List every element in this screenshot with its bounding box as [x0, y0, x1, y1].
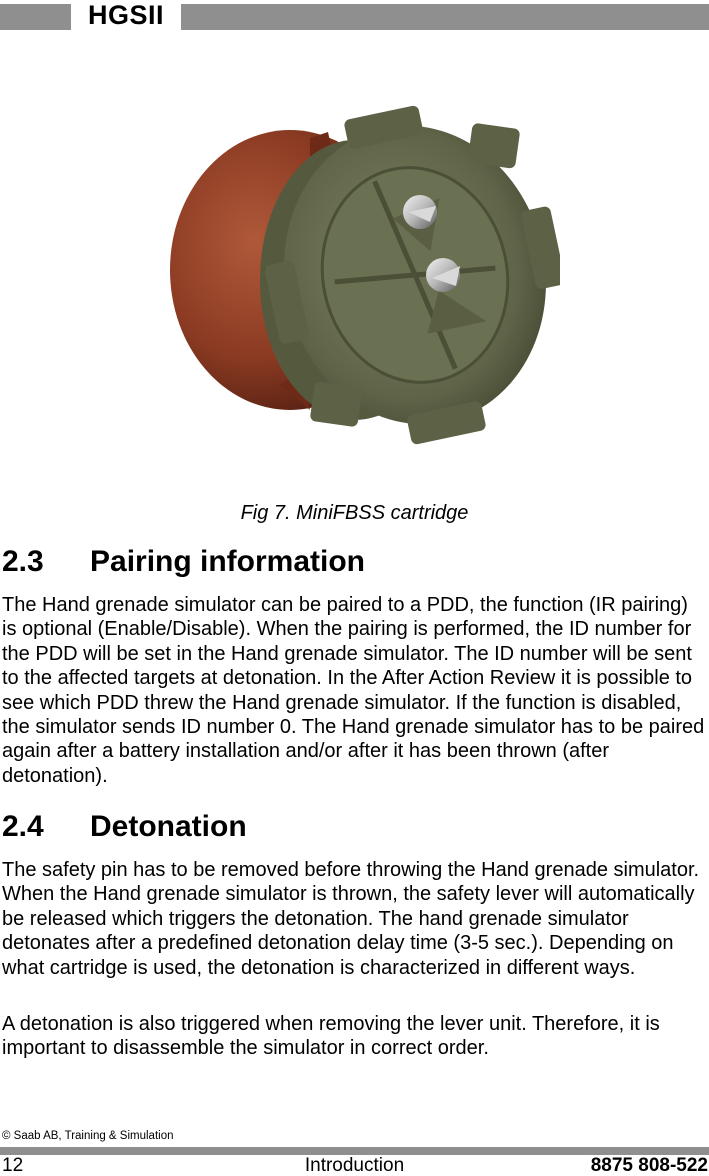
section-heading-detonation	[2, 809, 247, 845]
header-title: HGSII	[71, 0, 181, 31]
cartridge-photo	[160, 100, 560, 450]
footer-bar	[0, 1147, 709, 1155]
paragraph-lever-removal: A detonation is also triggered when removing the lever unit. Therefore, it is important to disassemble the simulator in correct order.	[2, 1013, 660, 1060]
section-heading-pairing	[2, 544, 365, 580]
section-number: 2.3	[2, 545, 44, 578]
document-number: 8875 808-522	[590, 1155, 708, 1176]
figure-caption: Fig 7. MiniFBSS cartridge	[240, 502, 469, 524]
section-title: Pairing information	[90, 545, 366, 578]
page-number: 12	[2, 1155, 24, 1176]
paragraph-pairing: The Hand grenade simulator can be paired to a PDD, the function (IR pairing) is optional (Enable/Disable). When the pairing is performed, the ID number for the PDD will be set in the Hand grenade simulator. The ID number will be sent to the affected targets at detonation. In the After Action Review it is possible to see which PDD threw the Hand grenade simulator. If the function is disabled, the simulator sends ID number 0. The Hand grenade simulator has to be paired again after a battery installation and/or after it has been thrown (after detonation).	[2, 594, 705, 787]
paragraph-detonation: The safety pin has to be removed before throwing the Hand grenade simulator. When the Hand grenade simulator is thrown, the safety lever will automatically be released which triggers the detonation. The hand grenade simulator detonates after a predefined detonation delay time (3-5 sec.). Depending on what cartridge is used, the detonation is characterized in different ways.	[2, 859, 700, 979]
section-number: 2.4	[2, 810, 44, 843]
section-title: Detonation	[90, 810, 247, 843]
copyright-notice: © Saab AB, Training & Simulation	[2, 1130, 174, 1142]
footer	[0, 1156, 709, 1176]
chapter-name: Introduction	[304, 1155, 405, 1176]
